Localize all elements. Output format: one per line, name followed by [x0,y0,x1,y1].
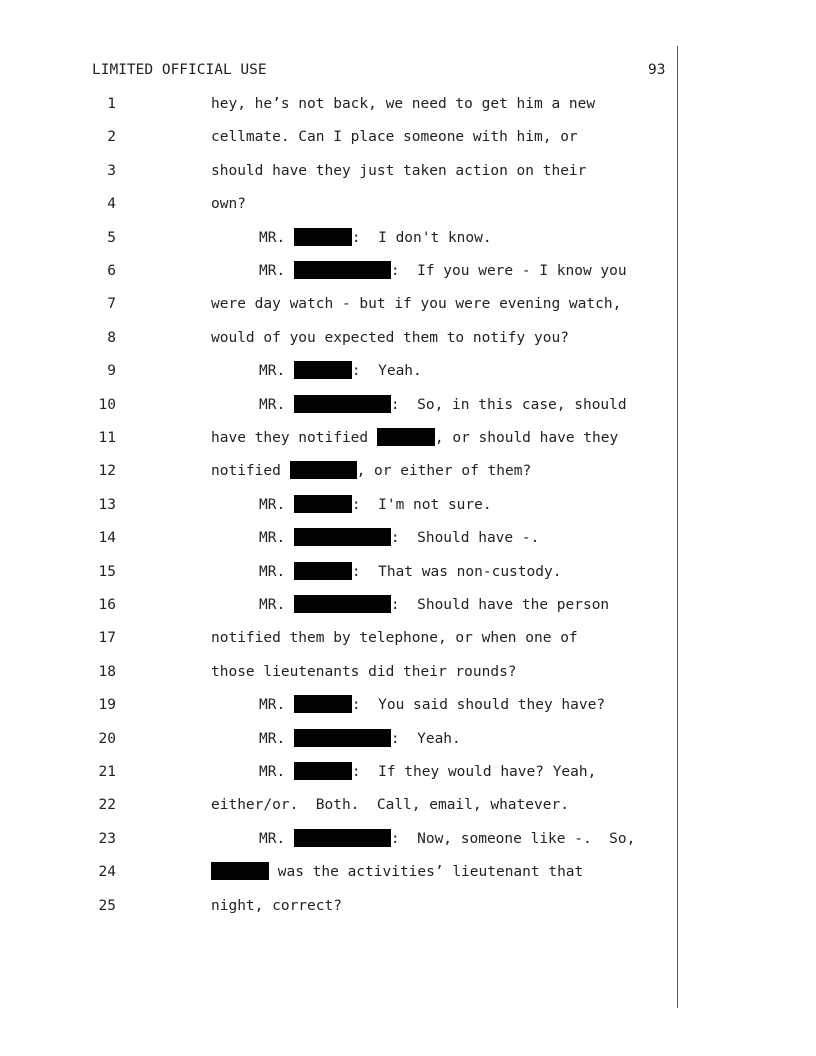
line-text [259,495,492,515]
transcript-line [0,94,670,114]
line-number: 3 [107,163,116,179]
transcript-line [0,695,670,715]
line-text [211,428,618,448]
right-margin-rule [677,46,678,1008]
line-text [211,795,569,815]
line-text [259,395,627,415]
transcript-line [0,662,670,682]
text-segment: was the activities’ lieutenant that [269,864,584,880]
text-segment: notified them by telephone, or when one of [211,630,578,646]
redaction-box [294,595,391,613]
line-text [211,194,246,214]
text-segment: : That was non-custody. [351,564,562,580]
text-segment: were day watch - but if you were evening watch, [211,296,622,312]
line-text [211,662,517,682]
line-text [211,94,595,114]
text-segment: : Yeah. [390,731,461,747]
transcript-line [0,795,670,815]
text-segment: MR. [259,564,294,580]
redaction-box [294,829,391,847]
text-segment: : You said should they have? [351,697,606,713]
line-text [211,161,586,181]
redaction-box [294,528,391,546]
redaction-box [211,862,269,880]
transcript-line [0,461,670,481]
line-number: 25 [98,898,116,914]
redaction-box [377,428,435,446]
transcript-line [0,228,670,248]
line-text [211,294,621,314]
redaction-box [294,695,352,713]
transcript-line [0,628,670,648]
line-number: 6 [107,263,116,279]
text-segment: MR. [259,831,294,847]
text-segment: : I don't know. [351,230,492,246]
line-number: 17 [98,630,116,646]
text-segment: either/or. Both. Call, email, whatever. [211,797,569,813]
line-number: 2 [107,129,116,145]
transcript-line [0,562,670,582]
transcript-line [0,294,670,314]
line-text [211,628,578,648]
transcript-line [0,896,670,916]
text-segment: those lieutenants did their rounds? [211,664,517,680]
line-number: 24 [98,864,116,880]
line-number: 20 [98,731,116,747]
transcript-line [0,127,670,147]
line-number: 18 [98,664,116,680]
transcript-line [0,361,670,381]
text-segment: MR. [259,263,294,279]
line-number: 8 [107,330,116,346]
line-text [259,762,596,782]
text-segment: , or should have they [434,430,619,446]
transcript-line [0,862,670,882]
line-text [259,528,539,548]
text-segment: night, correct? [211,898,342,914]
line-text [259,361,422,381]
line-text [259,261,627,281]
text-segment: MR. [259,764,294,780]
line-number: 19 [98,697,116,713]
line-text [211,862,583,882]
page-number: 93 [648,62,666,78]
line-number: 5 [107,230,116,246]
transcript-line [0,194,670,214]
text-segment: : Yeah. [351,363,422,379]
line-number: 21 [98,764,116,780]
text-segment: MR. [259,230,294,246]
text-segment: MR. [259,731,294,747]
text-segment: MR. [259,497,294,513]
line-number: 12 [98,463,116,479]
text-segment: MR. [259,363,294,379]
line-number: 7 [107,296,116,312]
redaction-box [294,495,352,513]
line-number: 13 [98,497,116,513]
text-segment: have they notified [211,430,377,446]
line-number: 11 [98,430,116,446]
line-text [211,461,531,481]
text-segment: : Should have -. [390,530,540,546]
transcript-line [0,595,670,615]
redaction-box [294,395,391,413]
line-text [259,562,561,582]
line-number: 23 [98,831,116,847]
redaction-box [294,361,352,379]
line-number: 4 [107,196,116,212]
text-segment: : If you were - I know you [390,263,627,279]
redaction-box [294,762,352,780]
line-text [259,228,492,248]
text-segment: MR. [259,397,294,413]
transcript-line [0,261,670,281]
line-text [259,695,605,715]
line-number: 9 [107,363,116,379]
text-segment: own? [211,196,246,212]
text-segment: : So, in this case, should [390,397,627,413]
line-number: 1 [107,96,116,112]
transcript-line [0,528,670,548]
text-segment: : Should have the person [390,597,610,613]
text-segment: : Now, someone like -. So, [390,831,636,847]
text-segment: should have they just taken action on their [211,163,587,179]
text-segment: hey, he’s not back, we need to get him a new [211,96,596,112]
redaction-box [294,562,352,580]
redaction-box [294,228,352,246]
transcript-line [0,729,670,749]
transcript-line [0,495,670,515]
text-segment: MR. [259,597,294,613]
line-text [259,595,609,615]
text-segment: MR. [259,530,294,546]
redaction-box [294,729,391,747]
line-text [211,127,578,147]
transcript-line [0,328,670,348]
transcript-line [0,395,670,415]
text-segment: notified [211,463,290,479]
header-classification: LIMITED OFFICIAL USE [92,62,267,78]
text-segment: cellmate. Can I place someone with him, or [211,129,578,145]
text-segment: , or either of them? [356,463,532,479]
text-segment: MR. [259,697,294,713]
line-text [259,829,635,849]
transcript-line [0,428,670,448]
line-text [211,896,342,916]
text-segment: : If they would have? Yeah, [351,764,597,780]
transcript-line [0,762,670,782]
transcript-line [0,161,670,181]
redaction-box [294,261,391,279]
line-text [211,328,569,348]
line-text [259,729,461,749]
line-number: 22 [98,797,116,813]
line-number: 14 [98,530,116,546]
text-segment: would of you expected them to notify you? [211,330,569,346]
line-number: 16 [98,597,116,613]
line-number: 15 [98,564,116,580]
transcript-line [0,829,670,849]
line-number: 10 [98,397,116,413]
text-segment: : I'm not sure. [351,497,492,513]
redaction-box [290,461,357,479]
